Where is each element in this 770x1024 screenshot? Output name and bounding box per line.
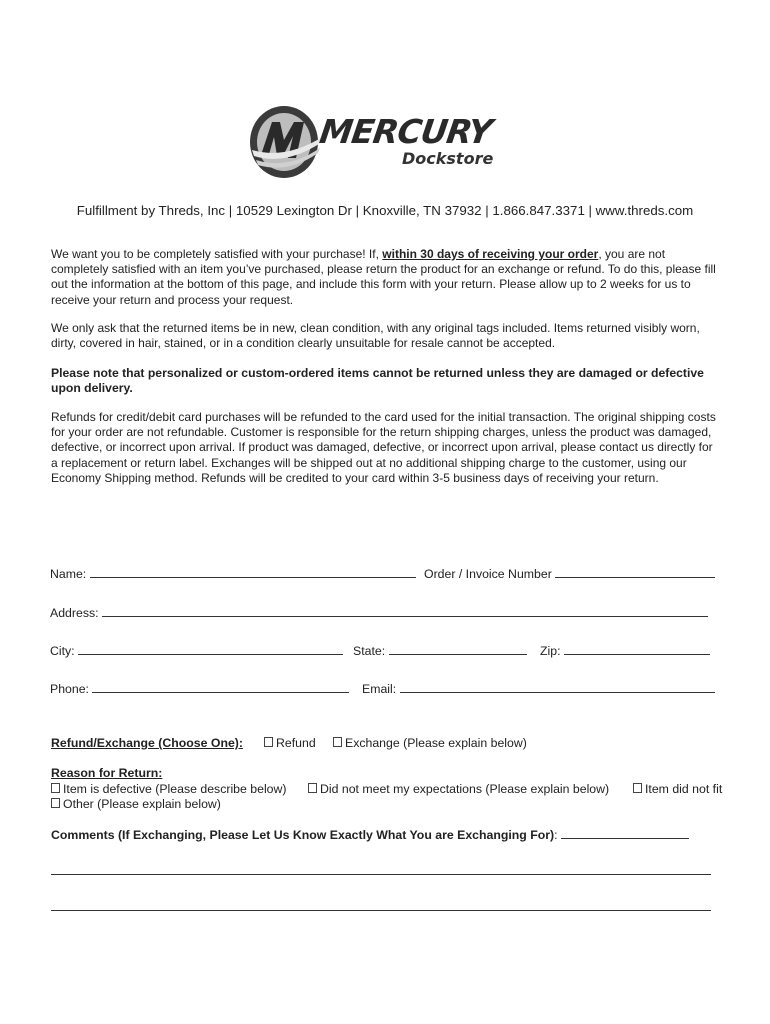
comments-colon: : xyxy=(554,828,558,842)
phone-row xyxy=(50,680,349,696)
intro-text-a: We want you to be completely satisfied with your purchase! If, xyxy=(51,247,383,261)
reason-fit[interactable] xyxy=(633,782,722,796)
refund-policy-paragraph: Refunds for credit/debit card purchases will be refunded to the card used for the initial transaction. The original shipping costs for your order are not refundable. Customer is responsible for the return shipping charges, unless the product was damaged, defective, or incorrect upon arrival. If product was damaged, defective, or incorrect upon arrival, please contact us directly for a replacement or return label. Exchanges will be shipped out at no additional shipping charge to the customer, using our Economy Shipping method. Refunds will be credited to your card within 3-5 business days of receiving your return. xyxy=(51,410,716,485)
logo-brand-text: MERCURY xyxy=(317,112,494,151)
reason-heading-row xyxy=(51,766,162,780)
refund-exchange-label xyxy=(51,736,243,750)
address-field[interactable] xyxy=(102,604,708,617)
email-field[interactable] xyxy=(400,680,715,693)
other-checkbox[interactable] xyxy=(51,798,60,808)
other-label: Other (Please explain below) xyxy=(63,797,221,811)
phone-label: Phone: xyxy=(50,682,89,696)
comments-label: Comments (If Exchanging, Please Let Us Know Exactly What You are Exchanging For) xyxy=(51,828,555,842)
option-refund[interactable] xyxy=(264,736,316,750)
reason-defective[interactable] xyxy=(51,782,287,796)
refund-checkbox[interactable] xyxy=(264,737,273,747)
state-row xyxy=(353,642,527,658)
custom-items-notice: Please note that personalized or custom-ordered items cannot be returned unless they are damaged or defective upon delivery. xyxy=(51,366,704,396)
defective-label: Item is defective (Please describe below) xyxy=(63,782,287,796)
city-field[interactable] xyxy=(78,642,343,655)
state-label: State: xyxy=(353,644,386,658)
phone-field[interactable] xyxy=(92,680,349,693)
defective-checkbox[interactable] xyxy=(51,783,60,793)
zip-row xyxy=(540,642,710,658)
logo-sub-text: Dockstore xyxy=(402,149,494,168)
reason-expectations[interactable] xyxy=(308,782,609,796)
fit-checkbox[interactable] xyxy=(633,783,642,793)
order-row xyxy=(424,565,715,581)
expectations-label: Did not meet my expectations (Please explain below) xyxy=(320,782,610,796)
comments-line-2[interactable] xyxy=(51,862,711,875)
state-field[interactable] xyxy=(389,642,527,655)
name-row xyxy=(50,565,416,581)
city-label: City: xyxy=(50,644,75,658)
name-field[interactable] xyxy=(90,565,416,578)
exchange-checkbox[interactable] xyxy=(333,737,342,747)
condition-paragraph: We only ask that the returned items be in new, clean condition, with any original tags included. Items returned visibly worn, dirty, covered in hair, stained, or in a condition clearly unsuitable for resale cannot be accepted. xyxy=(51,321,700,351)
refund-option-label: Refund xyxy=(276,736,316,750)
option-exchange[interactable] xyxy=(333,736,527,750)
intro-paragraph xyxy=(51,247,721,308)
address-label: Address: xyxy=(50,606,99,620)
fulfillment-info: Fulfillment by Threds, Inc | 10529 Lexington Dr | Knoxville, TN 37932 | 1.866.847.3371 | www.threds.com xyxy=(76,203,694,218)
zip-label: Zip: xyxy=(540,644,561,658)
comments-field[interactable] xyxy=(561,826,689,839)
reason-other[interactable] xyxy=(51,797,221,811)
zip-field[interactable] xyxy=(564,642,710,655)
order-label: Order / Invoice Number xyxy=(424,567,552,581)
address-row xyxy=(50,604,708,620)
order-number-field[interactable] xyxy=(555,565,715,578)
name-label: Name: xyxy=(50,567,87,581)
email-label: Email: xyxy=(362,682,397,696)
comments-line-3[interactable] xyxy=(51,898,711,911)
intro-text-c: , you are not completely satisfied with an item you’ve purchased, please return the product for an exchange or refund. To do this, please fill out the information at the bottom of this page, and include this form with your return. Please allow up to 2 weeks for us to receive your return and process your request. xyxy=(51,247,716,307)
email-row xyxy=(362,680,715,696)
mercury-emblem-icon xyxy=(246,100,326,188)
reason-heading: Reason for Return: xyxy=(51,766,163,780)
expectations-checkbox[interactable] xyxy=(308,783,317,793)
city-row xyxy=(50,642,343,658)
mercury-dockstore-logo xyxy=(246,100,536,188)
exchange-option-label: Exchange (Please explain below) xyxy=(345,736,527,750)
refund-exchange-heading: Refund/Exchange (Choose One): xyxy=(51,736,243,750)
intro-emphasis: within 30 days of receiving your order xyxy=(382,247,599,261)
fit-label: Item did not fit xyxy=(645,782,723,796)
comments-row xyxy=(51,826,689,842)
